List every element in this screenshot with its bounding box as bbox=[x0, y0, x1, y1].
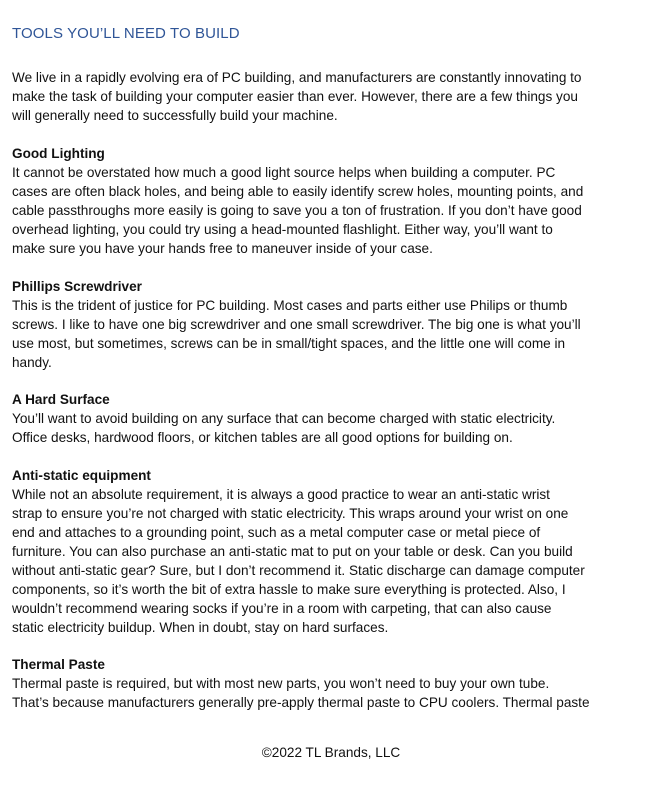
section-line: overhead lighting, you could try using a head-mounted flashlight. Either way, you’ll want to bbox=[12, 222, 553, 237]
section-good-lighting bbox=[12, 144, 648, 258]
section-line: cases are often black holes, and being able to easily identify screw holes, mounting points, and bbox=[12, 184, 584, 199]
section-line: make sure you have your hands free to maneuver inside of your case. bbox=[12, 241, 433, 256]
section-hard-surface bbox=[12, 390, 648, 447]
section-line: cable passthroughs more easily is going to save you a ton of frustration. If you don’t have good bbox=[12, 203, 582, 218]
section-title: Phillips Screwdriver bbox=[12, 279, 142, 294]
section-line: furniture. You can also purchase an anti-static mat to put on your table or desk. Can you build bbox=[12, 544, 573, 559]
intro-paragraph bbox=[12, 68, 648, 125]
section-thermal-paste bbox=[12, 655, 648, 712]
section-line: You’ll want to avoid building on any surface that can become charged with static electricity. bbox=[12, 411, 556, 426]
section-line: wouldn’t recommend wearing socks if you’re in a room with carpeting, that can also cause bbox=[12, 601, 552, 616]
section-line: without anti-static gear? Sure, but I don’t recommend it. Static discharge can damage computer bbox=[12, 563, 585, 578]
section-line: This is the trident of justice for PC building. Most cases and parts either use Philips or thumb bbox=[12, 298, 568, 313]
intro-line: will generally need to successfully build your machine. bbox=[12, 108, 338, 123]
section-anti-static bbox=[12, 466, 648, 637]
section-line: components, so it’s worth the bit of extra hassle to make sure everything is protected. Also, I bbox=[12, 582, 566, 597]
section-line: screws. I like to have one big screwdriver and one small screwdriver. The big one is what you’ll bbox=[12, 317, 581, 332]
section-line: While not an absolute requirement, it is always a good practice to wear an anti-static wrist bbox=[12, 487, 550, 502]
section-line: static electricity buildup. When in doubt, stay on hard surfaces. bbox=[12, 620, 389, 635]
section-title: Thermal Paste bbox=[12, 657, 105, 672]
page-title: TOOLS YOU’LL NEED TO BUILD bbox=[12, 25, 240, 42]
section-line: That’s because manufacturers generally pre-apply thermal paste to CPU coolers. Thermal paste bbox=[12, 695, 590, 710]
intro-line: make the task of building your computer easier than ever. However, there are a few things you bbox=[12, 89, 578, 104]
section-title: Anti-static equipment bbox=[12, 468, 151, 483]
section-line: strap to ensure you’re not charged with static electricity. This wraps around your wrist on one bbox=[12, 506, 569, 521]
section-line: handy. bbox=[12, 355, 52, 370]
section-title: Good Lighting bbox=[12, 146, 105, 161]
section-line: end and attaches to a grounding point, such as a metal computer case or metal piece of bbox=[12, 525, 541, 540]
section-title: A Hard Surface bbox=[12, 392, 110, 407]
intro-line: We live in a rapidly evolving era of PC building, and manufacturers are constantly innovating to bbox=[12, 70, 582, 85]
section-phillips-screwdriver bbox=[12, 277, 648, 372]
page-footer: ©2022 TL Brands, LLC bbox=[261, 745, 401, 760]
section-line: use most, but sometimes, screws can be in small/tight spaces, and the little one will come in bbox=[12, 336, 566, 351]
section-line: Office desks, hardwood floors, or kitchen tables are all good options for building on. bbox=[12, 430, 513, 445]
section-line: Thermal paste is required, but with most new parts, you won’t need to buy your own tube. bbox=[12, 676, 550, 691]
section-line: It cannot be overstated how much a good light source helps when building a computer. PC bbox=[12, 165, 556, 180]
